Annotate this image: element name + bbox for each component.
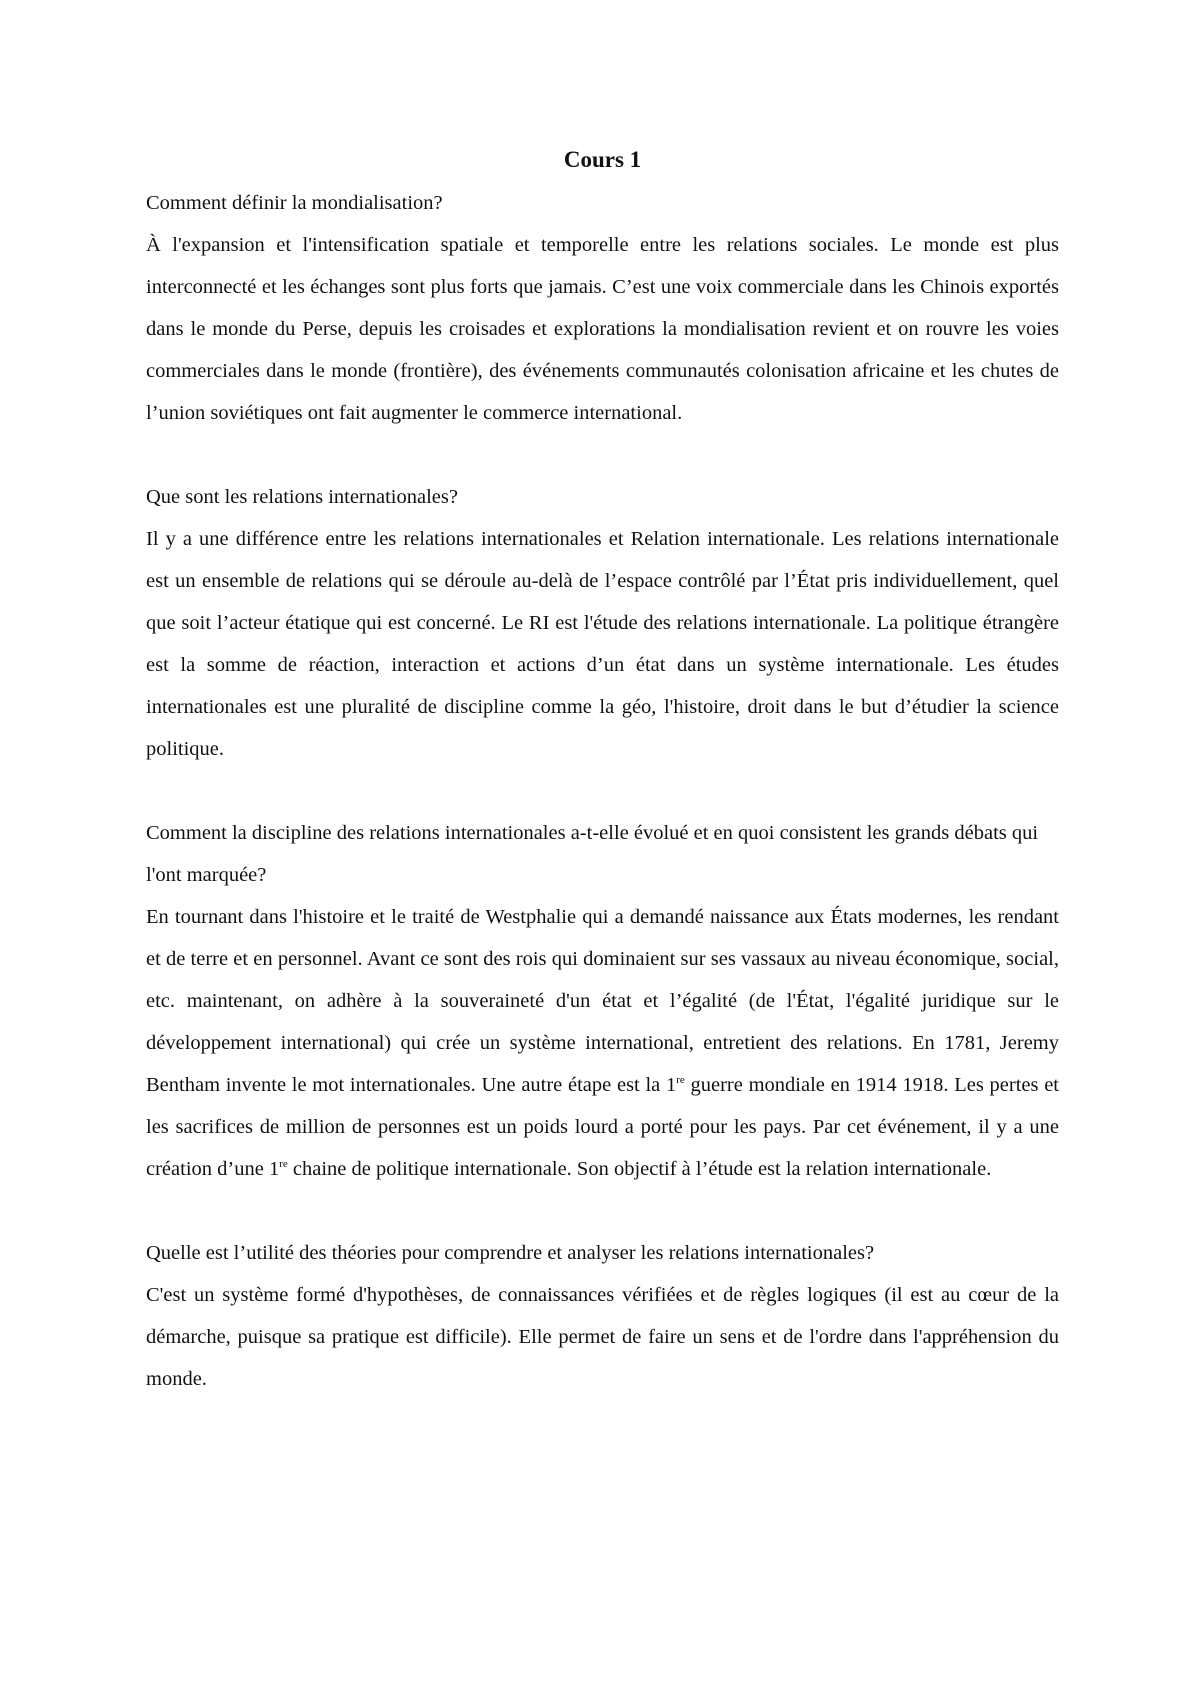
section-utilite-theories xyxy=(146,1232,1059,1400)
answer-text: C'est un système formé d'hypothèses, de connaissances vérifiées et de règles logiques (il est au cœur de la démarche, puisque sa pratique est difficile). Elle permet de faire un sens et de l'ordre dans l'appréhension du monde. xyxy=(146,1284,1059,1390)
answer-paragraph xyxy=(146,896,1059,1190)
answer-text: Il y a une différence entre les relations internationales et Relation internationale. Les relations internationale est un ensemble de relations qui se déroule au-delà de l’espace contrôlé par l’État pris individuellement, quel que soit l’acteur étatique qui est concerné. Le RI est l'étude des relations internationale. La politique étrangère est la somme de réaction, interaction et actions d’un état dans un système internationale. Les études internationales est une pluralité de discipline comme la géo, l'histoire, droit dans le but d’étudier la science politique. xyxy=(146,528,1059,760)
question-heading: Que sont les relations internationales? xyxy=(146,486,458,508)
section-mondialisation xyxy=(146,182,1059,434)
document-page xyxy=(146,142,1059,1442)
answer-text: guerre mondiale en 1914 1918. Les pertes et les sacrifices de million de personnes est un poids lourd a porté pour les pays. Par cet événement, il y a une création d’une 1 xyxy=(146,1074,1059,1180)
answer-text: En tournant dans l'histoire et le traité de Westphalie qui a demandé naissance aux États modernes, les rendant et de terre et en personnel. Avant ce sont des rois qui dominaient sur ses vassaux au niveau économique, social, etc. maintenant, on adhère à la souveraineté d'un état et l’égalité (de l'État, l'égalité juridique sur le développement international) qui crée un système international, entretient des relations. En 1781, Jeremy Bentham invente le mot internationales. Une autre étape est la 1 xyxy=(146,906,1059,1096)
section-evolution-discipline xyxy=(146,812,1059,1190)
question-heading: Comment définir la mondialisation? xyxy=(146,192,443,214)
answer-text: chaine de politique internationale. Son objectif à l’étude est la relation internationale. xyxy=(287,1158,992,1180)
section-relations-internationales xyxy=(146,476,1059,770)
question-heading: Quelle est l’utilité des théories pour comprendre et analyser les relations internationales? xyxy=(146,1242,875,1264)
answer-paragraph xyxy=(146,1274,1059,1400)
answer-paragraph xyxy=(146,224,1059,434)
answer-paragraph xyxy=(146,518,1059,770)
ordinal-superscript: re xyxy=(676,1074,685,1087)
document-title: Cours 1 xyxy=(563,147,642,172)
ordinal-superscript: re xyxy=(279,1158,288,1171)
question-heading: Comment la discipline des relations internationales a-t-elle évolué et en quoi consistent les grands débats qui l'ont marquée? xyxy=(146,822,1039,886)
answer-text: À l'expansion et l'intensification spatiale et temporelle entre les relations sociales. Le monde est plus interconnecté et les échanges sont plus forts que jamais. C’est une voix commerciale dans les Chinois exportés dans le monde du Perse, depuis les croisades et explorations la mondialisation revient et on rouvre les voies commerciales dans le monde (frontière), des événements communautés colonisation africaine et les chutes de l’union soviétiques ont fait augmenter le commerce international. xyxy=(146,234,1059,424)
